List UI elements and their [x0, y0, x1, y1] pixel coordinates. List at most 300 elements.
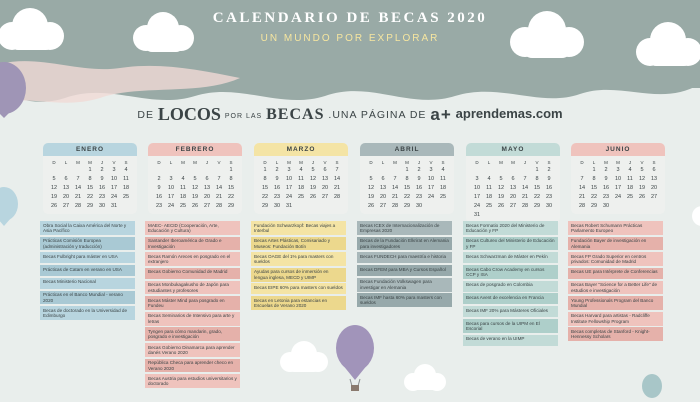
day-cell: 5 [369, 176, 373, 182]
day-cell: 4 [299, 167, 303, 173]
day-cell: 24 [167, 203, 175, 209]
weekday-label: M [393, 160, 397, 165]
day-cell [331, 202, 343, 211]
day-cell: 25 [485, 203, 493, 209]
brand-line [0, 104, 700, 125]
month-name: JUNIO [571, 143, 665, 156]
month-grid [365, 159, 449, 211]
week-row [471, 211, 555, 220]
week-row [471, 193, 555, 202]
beca-item: Becas Artes Plásticas, Comisariado y Museos: Fundación Botín [251, 237, 346, 251]
day-cell: 18 [439, 185, 447, 191]
beca-item: Becas Cabo Crow Academy en cursos CCP y ISA [463, 265, 558, 279]
day-cell: 30 [545, 203, 553, 209]
brand-becas: BECAS [266, 106, 325, 123]
becas-column-marzo [251, 221, 346, 312]
day-cell: 6 [64, 176, 68, 182]
beca-item: Becas ICEX de Internacionalización de Empresas 2020 [357, 221, 452, 235]
day-cell [495, 166, 507, 175]
day-cell: 26 [367, 203, 375, 209]
day-cell: 8 [229, 176, 233, 182]
day-cell: 17 [614, 185, 622, 191]
day-cell: 12 [497, 185, 505, 191]
day-cell: 3 [429, 167, 433, 173]
day-cell: 23 [155, 203, 163, 209]
beca-item: Becas DFEM para MBA y Cursos Español [357, 265, 452, 276]
beca-item: Becas Bayer "Science for a Better Life" de estudios e investigación [568, 281, 663, 295]
day-cell: 31 [110, 203, 118, 209]
day-cell: 7 [76, 176, 80, 182]
day-cell: 15 [533, 185, 541, 191]
day-cell: 24 [614, 194, 622, 200]
day-cell: 16 [273, 185, 281, 191]
day-cell: 12 [191, 185, 199, 191]
day-cell: 12 [309, 176, 317, 182]
day-cell: 15 [227, 185, 235, 191]
day-cell: 3 [112, 167, 116, 173]
day-cell: 18 [297, 185, 305, 191]
month-name: MAYO [466, 143, 560, 156]
day-cell: 28 [391, 203, 399, 209]
week-row [365, 193, 449, 202]
beca-item: Becas Avent de excelencia en Francia [463, 293, 558, 304]
day-cell: 10 [285, 176, 293, 182]
day-cell: 3 [475, 176, 479, 182]
day-cell: 21 [521, 194, 529, 200]
day-cell: 5 [640, 167, 644, 173]
brand-por-las: POR LAS [224, 113, 263, 120]
beca-item: Tyngen para cómo mandarin, grado, posgrado e investigación [145, 327, 240, 341]
aplus-logo: a+ [430, 105, 452, 124]
day-cell: 11 [123, 176, 129, 182]
day-cell: 9 [547, 176, 551, 182]
day-cell: 15 [86, 185, 94, 191]
day-cell: 4 [124, 167, 128, 173]
day-cell: 1 [592, 167, 596, 173]
weekday-label: S [441, 160, 445, 165]
week-row [365, 202, 449, 211]
beca-item: Becas de verano en la UIMP [463, 335, 558, 346]
day-cell: 22 [533, 194, 541, 200]
beca-item: Becas Ministerio Nacional [40, 278, 135, 289]
day-cell: 10 [427, 176, 435, 182]
day-cell: 11 [440, 176, 446, 182]
day-cell: 22 [403, 194, 411, 200]
brand-middle: .UNA PÁGINA DE [328, 109, 427, 121]
day-cell: 9 [417, 176, 421, 182]
day-cell: 6 [381, 176, 385, 182]
day-cell: 14 [578, 185, 586, 191]
week-row [259, 193, 343, 202]
day-cell: 14 [215, 185, 223, 191]
day-cell: 14 [74, 185, 82, 191]
weekday-label: D [157, 160, 161, 165]
day-cell: 25 [179, 203, 187, 209]
calendar-enero [43, 143, 137, 214]
beca-item: Becas en Letonia para estancias en Escuelas de Verano 2020 [251, 296, 346, 310]
day-cell [648, 202, 660, 211]
day-cell: 7 [217, 176, 221, 182]
week-row [259, 166, 343, 175]
day-cell: 2 [157, 176, 161, 182]
day-cell [507, 166, 519, 175]
week-row [259, 184, 343, 193]
day-cell: 7 [393, 176, 397, 182]
week-row [48, 175, 132, 184]
page-subtitle: UN MUNDO POR EXPLORAR [260, 33, 440, 44]
beca-item: Ayudas para cursos de inmersión en lengua inglesa, MECD y UIMP [251, 268, 346, 282]
week-row [471, 175, 555, 184]
beca-item: Becas para cursos de la UIPM en El Escorial [463, 319, 558, 333]
day-cell: 10 [167, 185, 175, 191]
day-cell: 25 [626, 194, 634, 200]
day-cell: 29 [403, 203, 411, 209]
weekday-label: M [604, 160, 608, 165]
day-cell [48, 166, 60, 175]
day-cell [483, 211, 495, 220]
day-cell: 30 [602, 203, 610, 209]
day-cell: 17 [285, 185, 293, 191]
day-cell: 22 [227, 194, 235, 200]
day-cell: 2 [547, 167, 551, 173]
day-cell: 2 [604, 167, 608, 173]
day-cell: 3 [616, 167, 620, 173]
day-cell: 5 [52, 176, 56, 182]
day-cell: 26 [638, 194, 646, 200]
day-cell: 22 [590, 194, 598, 200]
page-title: CALENDARIO DE BECAS 2020 [212, 10, 488, 26]
beca-item: Becas UE para Intérprete de Conferencias [568, 268, 663, 279]
day-cell: 25 [439, 194, 447, 200]
weekday-label: L [275, 160, 279, 165]
weekday-label: M [616, 160, 620, 165]
day-cell [437, 202, 449, 211]
day-cell: 28 [215, 203, 223, 209]
month-grid [471, 159, 555, 220]
weekday-label: V [640, 160, 644, 165]
day-cell: 2 [100, 167, 104, 173]
day-cell: 9 [157, 185, 161, 191]
month-grid [259, 159, 343, 211]
day-cell: 17 [110, 185, 118, 191]
day-cell: 10 [110, 176, 118, 182]
beca-item: Becas Ramón Areces en posgrado en el extranjero [145, 252, 240, 266]
day-cell: 22 [261, 194, 269, 200]
day-cell: 16 [602, 185, 610, 191]
day-cell [495, 211, 507, 220]
weekday-label: L [64, 160, 68, 165]
day-cell: 26 [497, 203, 505, 209]
beca-item: Becas Schwarzman de Máster en Pekín [463, 252, 558, 263]
beca-item: Becas Seminarios de Intensivo para arte y letras [145, 312, 240, 326]
beca-item: Prácticas en el Banco Mundial - verano 2020 [40, 291, 135, 305]
week-row [153, 193, 237, 202]
day-cell: 7 [523, 176, 527, 182]
week-row [259, 175, 343, 184]
weekday-label: V [535, 160, 539, 165]
day-cell: 3 [287, 167, 291, 173]
day-cell: 16 [545, 185, 553, 191]
beca-item: Obra Social la Caixa América del Norte y Asia Pacífico [40, 221, 135, 235]
day-cell: 13 [379, 185, 387, 191]
brand-locos: LOCOS [157, 104, 221, 124]
day-cell [636, 202, 648, 211]
beca-item: Prácticas de Catam en verano en USA [40, 265, 135, 276]
day-cell: 21 [333, 185, 341, 191]
weekday-label: M [499, 160, 503, 165]
week-row [576, 193, 660, 202]
day-cell: 27 [203, 203, 211, 209]
beca-item: Becas Robert Schumann Prácticas Parlamento Europeo [568, 221, 663, 235]
beca-item: Becas de posgrado en Colombia [463, 281, 558, 292]
day-cell: 15 [590, 185, 598, 191]
becas-column-febrero [145, 221, 240, 390]
day-cell: 14 [391, 185, 399, 191]
beca-item: Becas IMF hasta 60% para masters con sueldos [357, 293, 452, 307]
day-cell: 11 [180, 185, 186, 191]
day-cell [612, 202, 624, 211]
weekday-label: D [580, 160, 584, 165]
weekday-label: S [547, 160, 551, 165]
weekday-label: M [511, 160, 515, 165]
cloud-right-edge [688, 204, 700, 228]
weekday-label: L [487, 160, 491, 165]
week-row [471, 202, 555, 211]
calendar-mayo [466, 143, 560, 223]
day-cell: 29 [86, 203, 94, 209]
day-cell: 18 [179, 194, 187, 200]
day-cell: 11 [486, 185, 492, 191]
week-row [153, 202, 237, 211]
beca-item: Becas FP Grado Superior en centros privados: Comunidad de Madrid [568, 252, 663, 266]
day-cell: 13 [62, 185, 70, 191]
day-cell: 13 [203, 185, 211, 191]
week-row [48, 184, 132, 193]
week-row [471, 166, 555, 175]
weekday-label: V [112, 160, 116, 165]
day-cell: 20 [203, 194, 211, 200]
day-cell: 8 [592, 176, 596, 182]
day-cell: 20 [62, 194, 70, 200]
day-cell: 17 [167, 194, 175, 200]
calendar-febrero [148, 143, 242, 214]
beca-item: Becas Fulbright para máster en USA [40, 252, 135, 263]
day-cell: 19 [50, 194, 58, 200]
week-row [259, 202, 343, 211]
day-cell [213, 166, 225, 175]
day-cell: 4 [441, 167, 445, 173]
beca-item: Becas completas de Stanford - Knight-Hennessy Scholars [568, 327, 663, 341]
day-cell: 18 [122, 185, 130, 191]
weekday-label: S [652, 160, 656, 165]
day-cell: 13 [650, 176, 658, 182]
day-cell [201, 166, 213, 175]
day-cell: 4 [181, 176, 185, 182]
day-cell: 27 [321, 194, 329, 200]
beca-item: Becas de la Fundación Elkrirat en Alemania para investigadores [357, 237, 452, 251]
beca-item: Fundación Bayer de investigación en Alemania [568, 237, 663, 251]
day-cell: 27 [650, 194, 658, 200]
day-cell: 20 [379, 194, 387, 200]
day-cell: 20 [650, 185, 658, 191]
day-cell: 10 [473, 185, 481, 191]
cloud-bottom-left [276, 338, 332, 378]
weekday-label: S [229, 160, 233, 165]
day-cell: 8 [263, 176, 267, 182]
day-cell [519, 166, 531, 175]
day-cell: 30 [273, 203, 281, 209]
day-cell [60, 166, 72, 175]
weekday-label: D [475, 160, 479, 165]
weekday-label: L [592, 160, 596, 165]
day-cell: 28 [74, 203, 82, 209]
beca-item: Prácticas Comisión Europea (administración y traducción) [40, 237, 135, 251]
weekday-label: J [523, 160, 527, 165]
balloon-purple-bottom [333, 324, 377, 394]
calendar-abril [360, 143, 454, 214]
month-name: FEBRERO [148, 143, 242, 156]
week-row [471, 184, 555, 193]
brand-prefix: DE [137, 109, 154, 121]
week-row [153, 166, 237, 175]
weekday-label: M [181, 160, 185, 165]
month-grid [48, 159, 132, 211]
balloon-teal-left [0, 186, 24, 236]
day-cell: 13 [321, 176, 329, 182]
day-cell: 31 [285, 203, 293, 209]
day-cell: 15 [403, 185, 411, 191]
day-cell: 5 [499, 176, 503, 182]
beca-item: Becas EIPE 60% para masters con sueldos [251, 283, 346, 294]
weekday-label: V [217, 160, 221, 165]
weekday-label: J [417, 160, 421, 165]
beca-item: Becas OAGE del 1% para masters con sueldos [251, 252, 346, 266]
day-cell: 25 [297, 194, 305, 200]
weekday-label: S [124, 160, 128, 165]
day-cell: 23 [545, 194, 553, 200]
week-row [48, 193, 132, 202]
week-row [365, 184, 449, 193]
day-cell: 20 [321, 185, 329, 191]
day-cell: 1 [535, 167, 539, 173]
day-cell: 27 [62, 203, 70, 209]
week-row [576, 166, 660, 175]
day-cell: 28 [333, 194, 341, 200]
day-cell: 25 [122, 194, 130, 200]
weekday-label: M [76, 160, 80, 165]
day-cell [389, 166, 401, 175]
day-cell [576, 166, 588, 175]
day-cell: 5 [193, 176, 197, 182]
beca-item: Fundación Schwarzkopf: Becas viajes a Interbul [251, 221, 346, 235]
month-name: ABRIL [360, 143, 454, 156]
day-cell: 1 [88, 167, 92, 173]
day-cell: 26 [309, 194, 317, 200]
weekday-label: M [405, 160, 409, 165]
day-cell: 16 [98, 185, 106, 191]
day-cell: 14 [521, 185, 529, 191]
day-cell: 8 [405, 176, 409, 182]
weekday-label: J [205, 160, 209, 165]
cloud-bottom-right [400, 362, 450, 394]
day-cell: 26 [191, 203, 199, 209]
weekday-label: M [88, 160, 92, 165]
day-cell: 9 [100, 176, 104, 182]
weekday-label: M [299, 160, 303, 165]
week-row [365, 166, 449, 175]
brand-site: aprendemas.com [455, 106, 563, 121]
day-cell: 5 [311, 167, 315, 173]
day-cell: 23 [273, 194, 281, 200]
day-cell: 19 [497, 194, 505, 200]
beca-item: Becas Máster Mind para posgrado en Fundeu [145, 296, 240, 310]
day-cell: 8 [535, 176, 539, 182]
day-cell: 1 [263, 167, 267, 173]
day-cell: 24 [473, 203, 481, 209]
weekday-label: V [429, 160, 433, 165]
week-row [576, 184, 660, 193]
beca-item: Becas Culturex del Ministerio de Educación y FP [463, 237, 558, 251]
day-cell: 30 [98, 203, 106, 209]
day-cell: 26 [50, 203, 58, 209]
day-cell: 18 [626, 185, 634, 191]
day-cell: 16 [415, 185, 423, 191]
day-cell: 11 [627, 176, 633, 182]
month-name: MARZO [254, 143, 348, 156]
day-cell [377, 166, 389, 175]
weekday-label: D [369, 160, 373, 165]
day-cell [319, 202, 331, 211]
day-cell: 3 [169, 176, 173, 182]
day-cell: 21 [74, 194, 82, 200]
weekday-label: J [311, 160, 315, 165]
becas-column-enero [40, 221, 135, 322]
day-cell [543, 211, 555, 220]
day-cell: 24 [285, 194, 293, 200]
day-cell [120, 202, 132, 211]
weekday-label: V [323, 160, 327, 165]
day-cell: 6 [652, 167, 656, 173]
beca-item: Santander Iberoamérica de Grado e Investigación [145, 237, 240, 251]
day-cell [72, 166, 84, 175]
day-cell: 27 [379, 203, 387, 209]
weekday-label: J [628, 160, 632, 165]
day-cell: 1 [405, 167, 409, 173]
day-cell: 21 [391, 194, 399, 200]
week-row [153, 184, 237, 193]
day-cell [177, 166, 189, 175]
beca-item: Becas Harvard para artistas - Radcliffe Institute Fellowship Program [568, 312, 663, 326]
beca-item: Becas FUNDECH para maestría e historia [357, 252, 452, 263]
day-cell: 21 [215, 194, 223, 200]
day-cell [165, 166, 177, 175]
day-cell: 4 [487, 176, 491, 182]
day-cell: 8 [88, 176, 92, 182]
day-cell: 17 [427, 185, 435, 191]
day-cell: 14 [333, 176, 341, 182]
day-cell: 28 [521, 203, 529, 209]
beca-item: Becas Gobierno Comunidad de Madrid [145, 268, 240, 279]
day-cell [295, 202, 307, 211]
day-cell [307, 202, 319, 211]
day-cell: 19 [309, 185, 317, 191]
day-cell: 10 [614, 176, 622, 182]
day-cell: 24 [110, 194, 118, 200]
day-cell: 7 [580, 176, 584, 182]
beca-item: Becas Gobierno Dinamarca para aprender danés Verano 2020 [145, 343, 240, 357]
day-cell: 29 [261, 203, 269, 209]
beca-item: MAEC- AECID (Cooperación, Arte, Educación y Cultura) [145, 221, 240, 235]
